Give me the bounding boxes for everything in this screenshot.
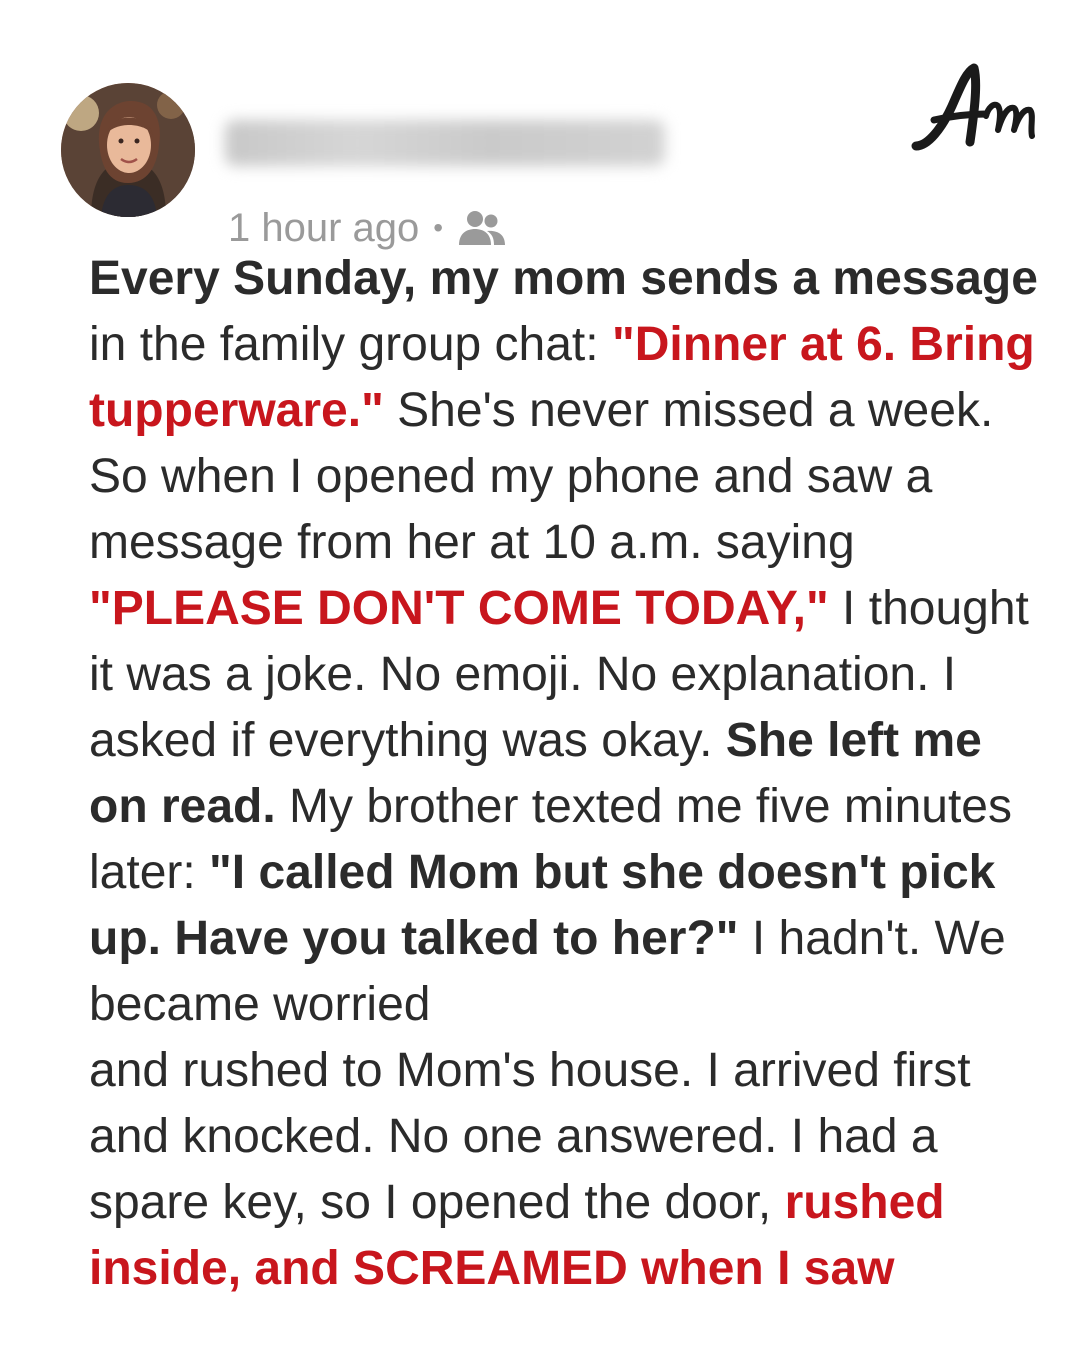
highlight-segment: rushed inside, and SCREAMED when I saw bbox=[89, 1176, 958, 1295]
post-body bbox=[89, 246, 1052, 1302]
highlight-segment: "Dinner at 6. Bring tupperware." bbox=[89, 318, 1049, 437]
avatar[interactable] bbox=[61, 83, 195, 217]
text-segment: My brother texted me five minutes later: bbox=[89, 780, 1026, 899]
text-segment: I hadn't. We became worried and rushed to Mom's house. I arrived first and knocked. No one answered. I had a spare key, so I opened the door, bbox=[89, 912, 1006, 1229]
people-icon[interactable] bbox=[457, 207, 507, 249]
post-timestamp: 1 hour ago bbox=[228, 205, 420, 250]
highlight-segment: "PLEASE DON'T COME TODAY," bbox=[89, 582, 829, 635]
text-segment: She's never missed a week. So when I opened my phone and saw a message from her at 10 a.m. saying bbox=[89, 384, 1007, 569]
text-segment: She left me on read. bbox=[89, 714, 996, 833]
text-segment: Every Sunday, my mom sends a message bbox=[89, 252, 1038, 305]
text-segment: "I called Mom but she doesn't pick up. Have you talked to her?" bbox=[89, 846, 1009, 965]
brand-logo bbox=[908, 58, 1038, 158]
post-meta bbox=[228, 204, 507, 252]
username-redacted[interactable] bbox=[225, 120, 665, 166]
text-segment: I thought it was a joke. No emoji. No explanation. I asked if everything was okay. bbox=[89, 582, 1043, 767]
text-segment: in the family group chat: bbox=[89, 252, 1052, 371]
meta-separator: • bbox=[433, 212, 444, 243]
